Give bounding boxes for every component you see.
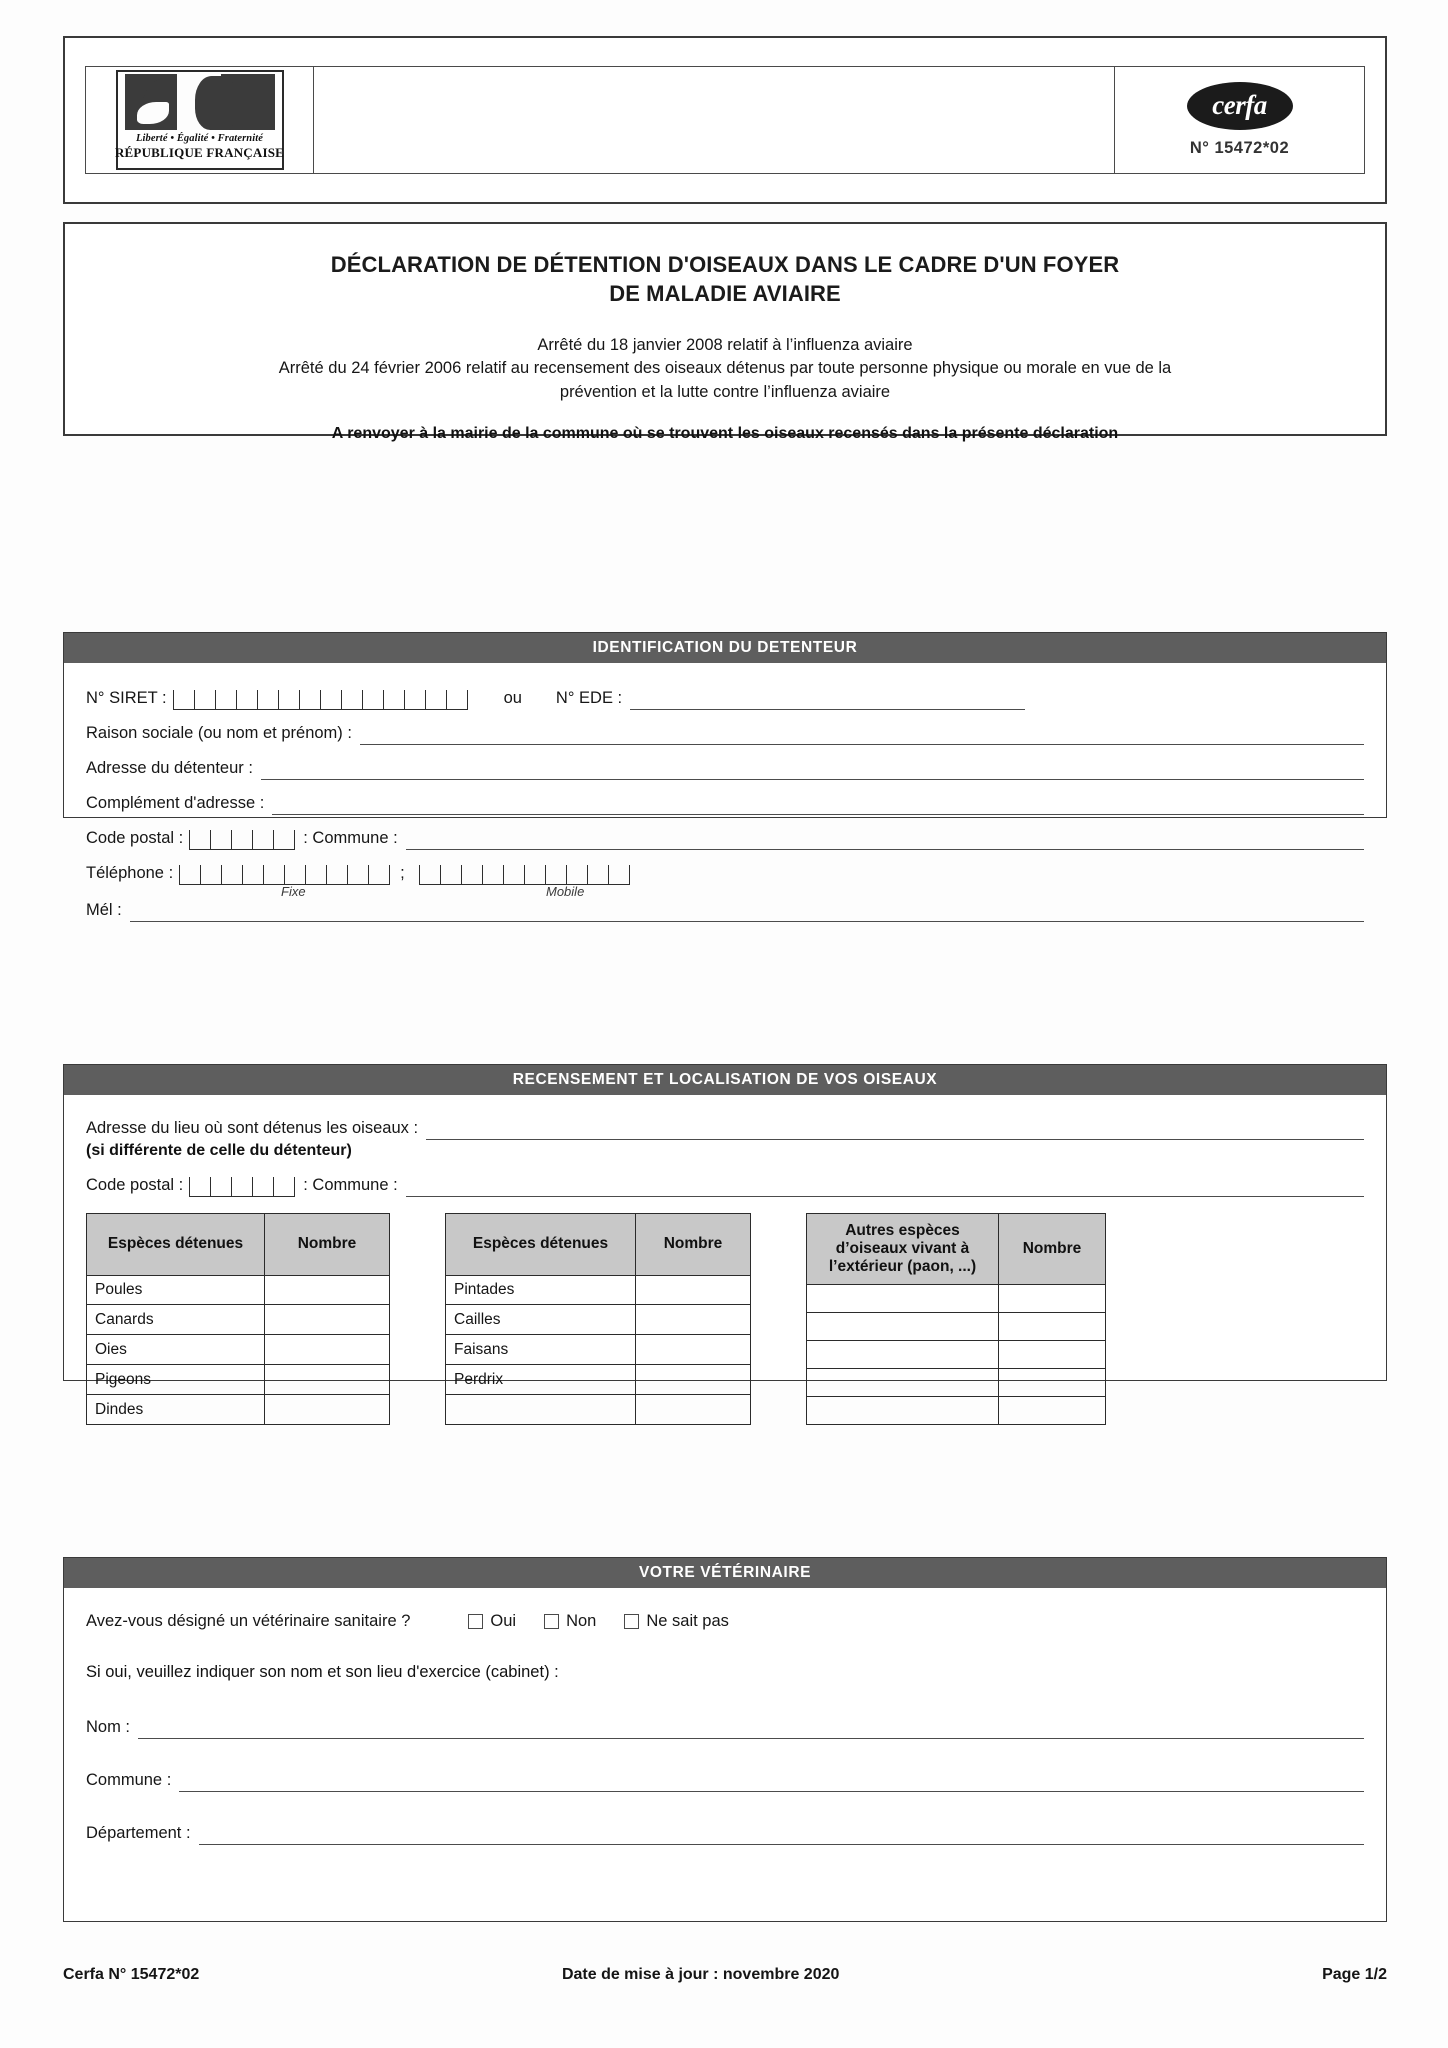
page-title: [123, 250, 1327, 308]
return-instruction: A renvoyer à la mairie de la commune où se trouvent les oiseaux recensés dans la présente déclaration: [331, 425, 1119, 443]
footer-update-date: Date de mise à jour : novembre 2020: [561, 1966, 840, 1983]
species-name-input[interactable]: [807, 1341, 999, 1369]
option-ne-sait-pas[interactable]: [624, 1612, 729, 1631]
section-header-recensement: RECENSEMENT ET LOCALISATION DE VOS OISEAUX: [64, 1065, 1386, 1095]
section-header-identification: IDENTIFICATION DU DETENTEUR: [64, 633, 1386, 663]
complement-adresse-label: Complément d'adresse :: [86, 793, 265, 812]
table-header-row: [87, 1213, 390, 1275]
table1-header-number: Nombre: [265, 1213, 390, 1275]
vet-nom-row: [86, 1718, 1364, 1739]
species-count-input[interactable]: [265, 1275, 390, 1305]
mel-row: [86, 901, 1364, 922]
species-count-input[interactable]: [636, 1365, 751, 1395]
cerfa-cell: [1114, 67, 1364, 173]
species-name: Poules: [87, 1275, 265, 1305]
vet-departement-row: [86, 1824, 1364, 1845]
table-row: [446, 1305, 751, 1335]
section-veterinaire: [63, 1557, 1387, 1922]
section-identification-detenteur: [63, 632, 1387, 919]
option-non-label: Non: [566, 1611, 597, 1630]
table3-header-number: Nombre: [999, 1213, 1106, 1285]
table-row: [87, 1395, 390, 1425]
table-header-row: [446, 1213, 751, 1275]
species-name: Oies: [87, 1335, 265, 1365]
telephone-captions: [86, 885, 1364, 899]
recensement-code-postal-row: [86, 1176, 1364, 1197]
caption-fixe: Fixe: [281, 883, 306, 899]
recensement-commune-input[interactable]: [406, 1178, 1364, 1197]
vet-departement-input[interactable]: [199, 1826, 1364, 1845]
species-name: Faisans: [446, 1335, 636, 1365]
checkbox-oui[interactable]: [468, 1614, 483, 1629]
arrete-line-1: Arrêté du 18 janvier 2008 relatif à l’influenza aviaire: [537, 336, 913, 355]
table-header-row: [807, 1213, 1106, 1285]
species-tables: [86, 1213, 1364, 1426]
recensement-commune-label: : Commune :: [303, 1175, 398, 1194]
checkbox-non[interactable]: [544, 1614, 559, 1629]
table-row: [807, 1397, 1106, 1425]
header-spacer: [314, 67, 1114, 173]
species-count-input[interactable]: [636, 1335, 751, 1365]
recensement-code-postal-input[interactable]: [189, 1177, 295, 1197]
veterinaire-question-row: [86, 1612, 1364, 1631]
ede-label: N° EDE :: [555, 688, 623, 707]
veterinaire-body: [64, 1612, 1386, 1845]
arrete-line-3: prévention et la lutte contre l’influenza aviaire: [559, 382, 891, 401]
species-name-input[interactable]: [807, 1397, 999, 1425]
title-block: [63, 222, 1387, 443]
vet-commune-row: [86, 1771, 1364, 1792]
republique-francaise-logo: [116, 70, 284, 170]
legal-references: [123, 334, 1327, 404]
header-block: [63, 36, 1387, 204]
table-row: [446, 1275, 751, 1305]
adresse-lieu-label: Adresse du lieu où sont détenus les oiseaux :: [86, 1118, 419, 1137]
mel-input[interactable]: [130, 903, 1364, 922]
section-header-veterinaire: VOTRE VÉTÉRINAIRE: [64, 1558, 1386, 1588]
table-row: [87, 1305, 390, 1335]
adresse-detenteur-input[interactable]: [261, 761, 1364, 780]
caption-mobile: Mobile: [546, 883, 585, 899]
raison-sociale-input[interactable]: [360, 726, 1364, 745]
species-count-input[interactable]: [999, 1313, 1106, 1341]
table-row: [87, 1275, 390, 1305]
footer-page-number: Page 1/2: [1322, 1966, 1387, 1983]
species-table-2: [445, 1213, 751, 1426]
table2-header-species: Espèces détenues: [446, 1213, 636, 1275]
vet-commune-input[interactable]: [179, 1773, 1364, 1792]
vet-departement-label: Département :: [86, 1823, 191, 1842]
code-postal-input[interactable]: [189, 830, 295, 850]
siret-input[interactable]: [173, 690, 468, 710]
marianne-icon: [125, 74, 275, 130]
species-table-3-autres: [806, 1213, 1106, 1426]
table-row: [807, 1313, 1106, 1341]
table2-header-number: Nombre: [636, 1213, 751, 1275]
species-count-input[interactable]: [265, 1335, 390, 1365]
identification-body: [64, 689, 1386, 922]
species-count-input[interactable]: [636, 1305, 751, 1335]
si-oui-instruction: Si oui, veuillez indiquer son nom et son lieu d'exercice (cabinet) :: [86, 1662, 559, 1681]
veterinaire-question-label: Avez-vous désigné un vétérinaire sanitaire ?: [86, 1611, 411, 1630]
section-recensement: [63, 1064, 1387, 1418]
siret-row: [86, 689, 1364, 710]
republique-text: RÉPUBLIQUE FRANÇAISE: [114, 145, 285, 160]
species-name-input[interactable]: [807, 1313, 999, 1341]
species-name: Dindes: [87, 1395, 265, 1425]
species-count-input[interactable]: [265, 1305, 390, 1335]
adresse-detenteur-row: [86, 759, 1364, 780]
telephone-label: Téléphone :: [86, 863, 174, 882]
option-ne-sait-pas-label: Ne sait pas: [646, 1611, 729, 1630]
recensement-code-postal-label: Code postal :: [86, 1175, 184, 1194]
species-count-input[interactable]: [999, 1397, 1106, 1425]
footer-cerfa-number: Cerfa N° 15472*02: [63, 1966, 200, 1983]
devise-text: Liberté • Égalité • Fraternité: [135, 133, 263, 144]
table3-header-autres-especes: Autres espèces d’oiseaux vivant à l’extérieur (paon, ...): [807, 1213, 999, 1285]
telephone-mobile-input[interactable]: [419, 865, 630, 885]
species-count-input[interactable]: [999, 1341, 1106, 1369]
species-name: Perdrix: [446, 1365, 636, 1395]
table-row: [87, 1335, 390, 1365]
adresse-lieu-input[interactable]: [426, 1121, 1364, 1140]
table-row: [807, 1369, 1106, 1397]
species-name-input[interactable]: [807, 1369, 999, 1397]
page-footer: [63, 1966, 1387, 1984]
species-name: Pintades: [446, 1275, 636, 1305]
table-row: [807, 1341, 1106, 1369]
option-oui[interactable]: [468, 1612, 516, 1631]
telephone-fixe-input[interactable]: [179, 865, 390, 885]
table-row: [87, 1365, 390, 1395]
cerfa-logo-icon: [1187, 82, 1293, 130]
species-count-input[interactable]: [636, 1395, 751, 1425]
cerfa-number: N° 15472*02: [1189, 139, 1290, 157]
table-row: [807, 1285, 1106, 1313]
table-row: [446, 1365, 751, 1395]
species-table-1: [86, 1213, 390, 1426]
species-name: Pigeons: [87, 1365, 265, 1395]
recensement-body: [64, 1119, 1386, 1426]
adresse-lieu-row: [86, 1119, 1364, 1140]
vet-nom-input[interactable]: [138, 1720, 1364, 1739]
table1-header-species: Espèces détenues: [87, 1213, 265, 1275]
commune-input[interactable]: [406, 831, 1364, 850]
telephone-separator: ;: [400, 863, 405, 882]
raison-sociale-row: [86, 724, 1364, 745]
code-postal-row: [86, 829, 1364, 850]
marianne-logo-cell: [86, 67, 314, 173]
species-name-input[interactable]: [446, 1395, 636, 1425]
raison-sociale-label: Raison sociale (ou nom et prénom) :: [86, 723, 352, 742]
ede-input[interactable]: [630, 691, 1025, 710]
ou-label: ou: [503, 688, 522, 707]
table-row: [446, 1335, 751, 1365]
adresse-lieu-sublabel: (si différente de celle du détenteur): [86, 1141, 352, 1159]
arrete-line-2: Arrêté du 24 février 2006 relatif au recensement des oiseaux détenus par toute personne physique ou morale en vue de la: [278, 359, 1172, 378]
species-count-input[interactable]: [636, 1275, 751, 1305]
mel-label: Mél :: [86, 900, 122, 919]
title-line-1: DÉCLARATION DE DÉTENTION D'OISEAUX DANS LE CADRE D'UN FOYER: [330, 252, 1120, 277]
vet-nom-label: Nom :: [86, 1717, 131, 1736]
species-name: Canards: [87, 1305, 265, 1335]
code-postal-label: Code postal :: [86, 828, 184, 847]
species-count-input[interactable]: [999, 1369, 1106, 1397]
header-inner-frame: [85, 66, 1365, 174]
telephone-row: [86, 864, 1364, 885]
species-name-input[interactable]: [807, 1285, 999, 1313]
complement-adresse-row: [86, 794, 1364, 815]
species-name: Cailles: [446, 1305, 636, 1335]
table-row: [446, 1395, 751, 1425]
cerfa-logo-text: cerfa: [1212, 89, 1267, 120]
option-non[interactable]: [544, 1612, 596, 1631]
complement-adresse-input[interactable]: [272, 796, 1364, 815]
option-oui-label: Oui: [490, 1611, 517, 1630]
species-count-input[interactable]: [999, 1285, 1106, 1313]
title-line-2: DE MALADIE AVIAIRE: [609, 281, 841, 307]
siret-label: N° SIRET :: [86, 688, 167, 707]
vet-commune-label: Commune :: [86, 1770, 172, 1789]
species-count-input[interactable]: [265, 1395, 390, 1425]
species-count-input[interactable]: [265, 1365, 390, 1395]
commune-label: : Commune :: [303, 828, 398, 847]
checkbox-ne-sait-pas[interactable]: [624, 1614, 639, 1629]
adresse-detenteur-label: Adresse du détenteur :: [86, 758, 253, 777]
